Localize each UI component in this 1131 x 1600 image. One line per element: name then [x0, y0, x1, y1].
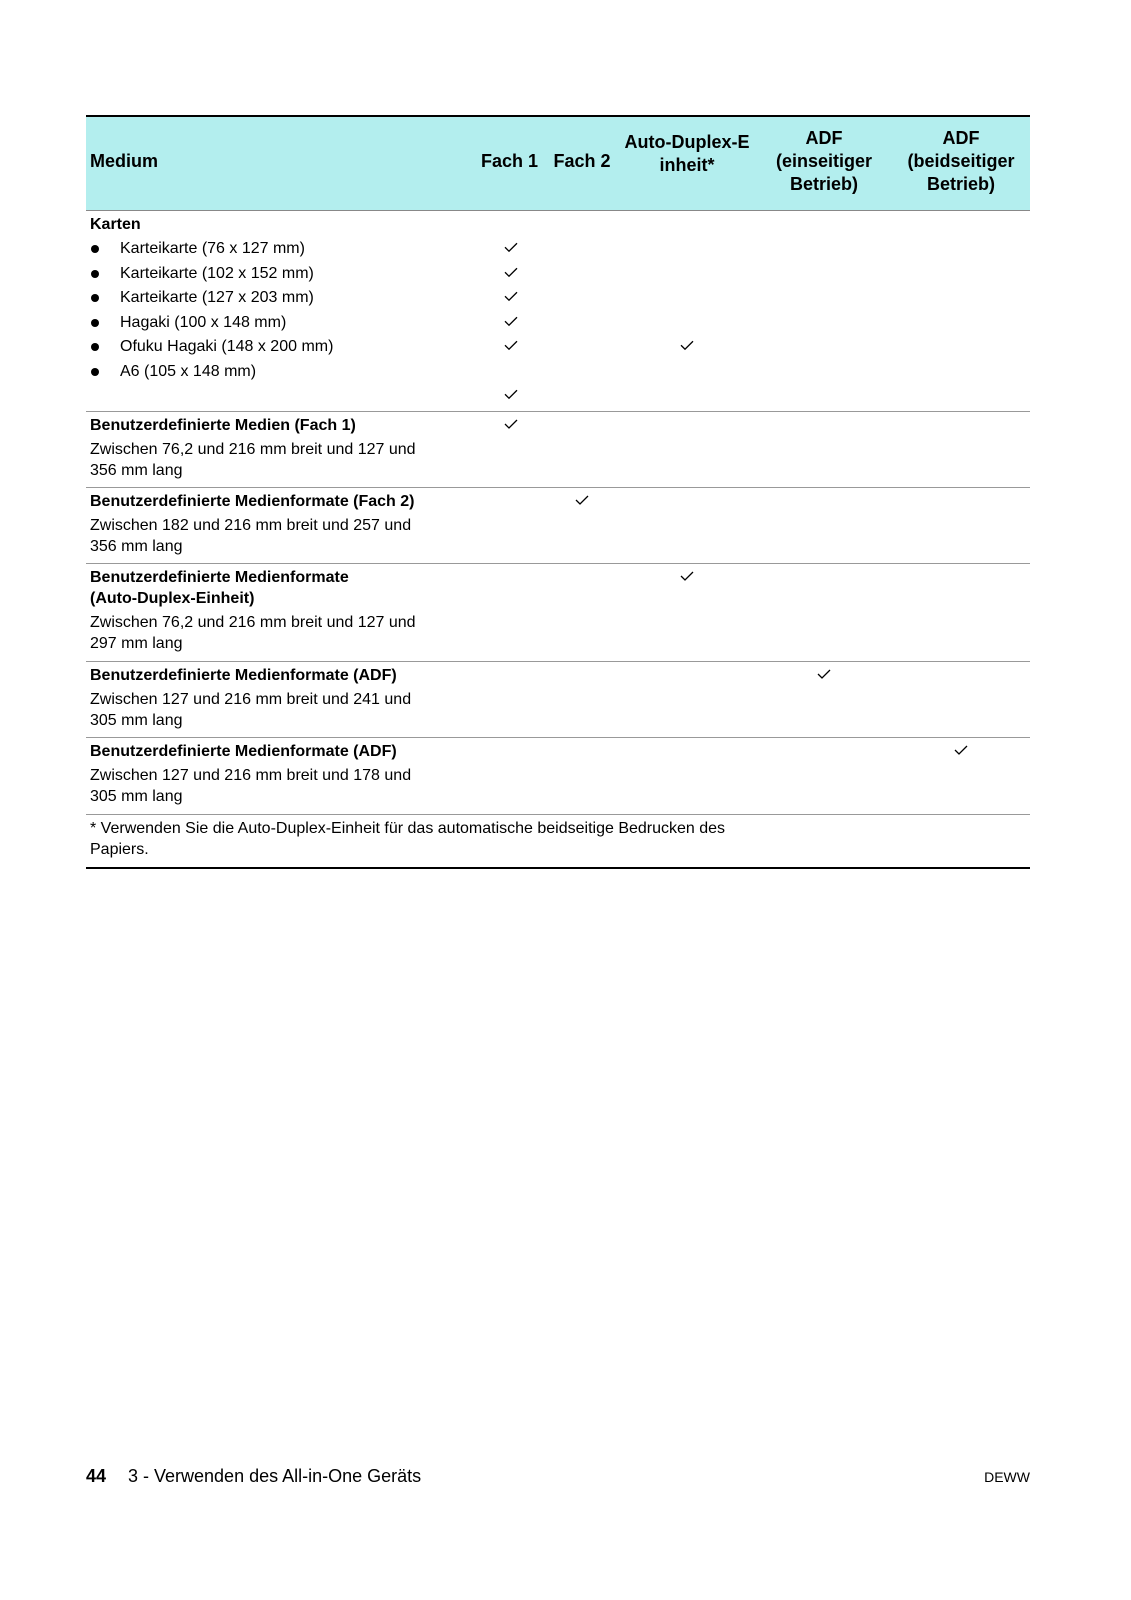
bullet-icon — [91, 368, 99, 376]
row-title: Benutzerdefinierte Medienformate (Fach 2) — [90, 493, 415, 510]
list-item — [90, 311, 470, 336]
list-item — [90, 237, 470, 262]
table-row — [86, 412, 1030, 488]
cell-adf-single — [756, 412, 892, 488]
cell-fach2 — [546, 738, 618, 815]
cell-duplex — [618, 488, 756, 564]
header-adf-single-l1: ADF — [805, 127, 843, 148]
row-description: Zwischen 76,2 und 216 mm breit und 127 und 356 mm lang — [90, 441, 416, 479]
table-row-karten — [86, 211, 1030, 412]
cell-custom-medium — [86, 488, 474, 564]
cell-karten-duplex — [618, 211, 756, 412]
header-fach1: Fach 1 — [474, 116, 546, 211]
header-adf-double-l2: (beidseitiger — [907, 150, 1015, 171]
checkmark-icon — [680, 333, 694, 358]
cell-fach1 — [474, 564, 546, 662]
list-item — [90, 360, 470, 385]
chapter-title: 3 - Verwenden des All-in-One Geräts — [128, 1466, 422, 1486]
cell-duplex — [618, 738, 756, 815]
row-description: Zwischen 127 und 216 mm breit und 241 und 305 mm lang — [90, 691, 412, 729]
header-adf-double — [892, 116, 1030, 211]
checkmark-icon — [575, 491, 589, 509]
karten-fach1-checks — [478, 235, 518, 407]
cell-custom-medium — [86, 662, 474, 738]
checkmark-icon — [504, 415, 518, 433]
table-footnote-row — [86, 815, 1030, 869]
cell-duplex — [618, 564, 756, 662]
row-title: Benutzerdefinierte Medienformate (ADF) — [90, 743, 397, 760]
list-item — [90, 286, 470, 311]
checkmark-icon — [504, 260, 518, 285]
footnote-cell — [86, 815, 1030, 869]
cell-karten-fach2 — [546, 211, 618, 412]
cell-fach2 — [546, 412, 618, 488]
header-adf-single-l2: (einseitiger — [775, 150, 873, 171]
table-header-row — [86, 116, 1030, 211]
card-label: Hagaki (100 x 148 mm) — [120, 313, 287, 331]
page-footer — [86, 1466, 1030, 1496]
bullet-icon — [91, 245, 99, 253]
card-label: Karteikarte (127 x 203 mm) — [120, 289, 314, 306]
header-fach2: Fach 2 — [546, 116, 618, 211]
cell-fach2 — [546, 662, 618, 738]
row-description: Zwischen 76,2 und 216 mm breit und 127 und 297 mm lang — [90, 614, 416, 652]
cell-duplex — [618, 412, 756, 488]
bullet-icon — [91, 319, 99, 327]
karten-duplex-checks — [622, 235, 752, 358]
card-label: A6 (105 x 148 mm) — [120, 362, 257, 380]
row-title: Benutzerdefinierte Medienformate (ADF) — [90, 667, 397, 684]
karten-list — [90, 237, 470, 384]
checkmark-icon — [504, 235, 518, 260]
media-support-table — [86, 115, 1030, 869]
cell-adf-double — [892, 564, 1030, 662]
cell-duplex — [618, 662, 756, 738]
cell-custom-medium — [86, 564, 474, 662]
row-title: Benutzerdefinierte Medien (Fach 1) — [90, 417, 356, 434]
cell-adf-single — [756, 488, 892, 564]
list-item — [90, 262, 470, 287]
cell-fach1 — [474, 738, 546, 815]
cell-fach2 — [546, 488, 618, 564]
row-description: Zwischen 182 und 216 mm breit und 257 und 356 mm lang — [90, 517, 412, 555]
checkmark-icon — [504, 333, 518, 358]
header-medium: Medium — [86, 116, 474, 211]
header-duplex — [618, 116, 756, 211]
cell-fach1 — [474, 662, 546, 738]
row-title: Benutzerdefinierte Medienformate (Auto-Duplex-Einheit) — [90, 569, 349, 607]
cell-karten-adf-double — [892, 211, 1030, 412]
card-label: Karteikarte (102 x 152 mm) — [120, 264, 314, 282]
table-row — [86, 488, 1030, 564]
cell-karten-fach1 — [474, 211, 546, 412]
cell-fach1 — [474, 488, 546, 564]
karten-title: Karten — [90, 216, 141, 233]
checkmark-icon — [817, 665, 831, 683]
card-label: Karteikarte (76 x 127 mm) — [120, 240, 305, 257]
table-row — [86, 564, 1030, 662]
cell-karten-adf-single — [756, 211, 892, 412]
list-item — [90, 335, 470, 360]
cell-adf-single — [756, 662, 892, 738]
cell-fach2 — [546, 564, 618, 662]
header-adf-single — [756, 116, 892, 211]
cell-adf-double — [892, 488, 1030, 564]
header-adf-double-l3: Betrieb) — [926, 173, 995, 194]
bullet-icon — [91, 294, 99, 302]
document-code: DEWW — [984, 1469, 1030, 1485]
checkmark-icon — [504, 284, 518, 309]
row-description: Zwischen 127 und 216 mm breit und 178 und 305 mm lang — [90, 767, 412, 805]
header-adf-single-l3: Betrieb) — [789, 173, 858, 194]
checkmark-icon — [504, 309, 518, 334]
cell-adf-double — [892, 662, 1030, 738]
checkmark-icon — [680, 567, 694, 585]
cell-karten-medium — [86, 211, 474, 412]
card-label: Ofuku Hagaki (148 x 200 mm) — [120, 338, 334, 355]
cell-adf-double — [892, 412, 1030, 488]
cell-adf-single — [756, 564, 892, 662]
bullet-icon — [91, 343, 99, 351]
header-adf-double-l1: ADF — [942, 127, 980, 148]
checkmark-icon — [954, 741, 968, 759]
cell-fach1 — [474, 412, 546, 488]
page-number: 44 — [86, 1466, 107, 1486]
footnote-text: * Verwenden Sie die Auto-Duplex-Einheit für das automatische beidseitige Bedrucken des Papiers. — [90, 820, 726, 858]
cell-adf-single — [756, 738, 892, 815]
cell-custom-medium — [86, 412, 474, 488]
checkmark-icon — [504, 382, 518, 407]
table-row — [86, 662, 1030, 738]
cell-custom-medium — [86, 738, 474, 815]
cell-adf-double — [892, 738, 1030, 815]
header-duplex-label: Auto-Duplex-Einheit* — [624, 132, 750, 175]
bullet-icon — [91, 270, 99, 278]
table-row — [86, 738, 1030, 815]
